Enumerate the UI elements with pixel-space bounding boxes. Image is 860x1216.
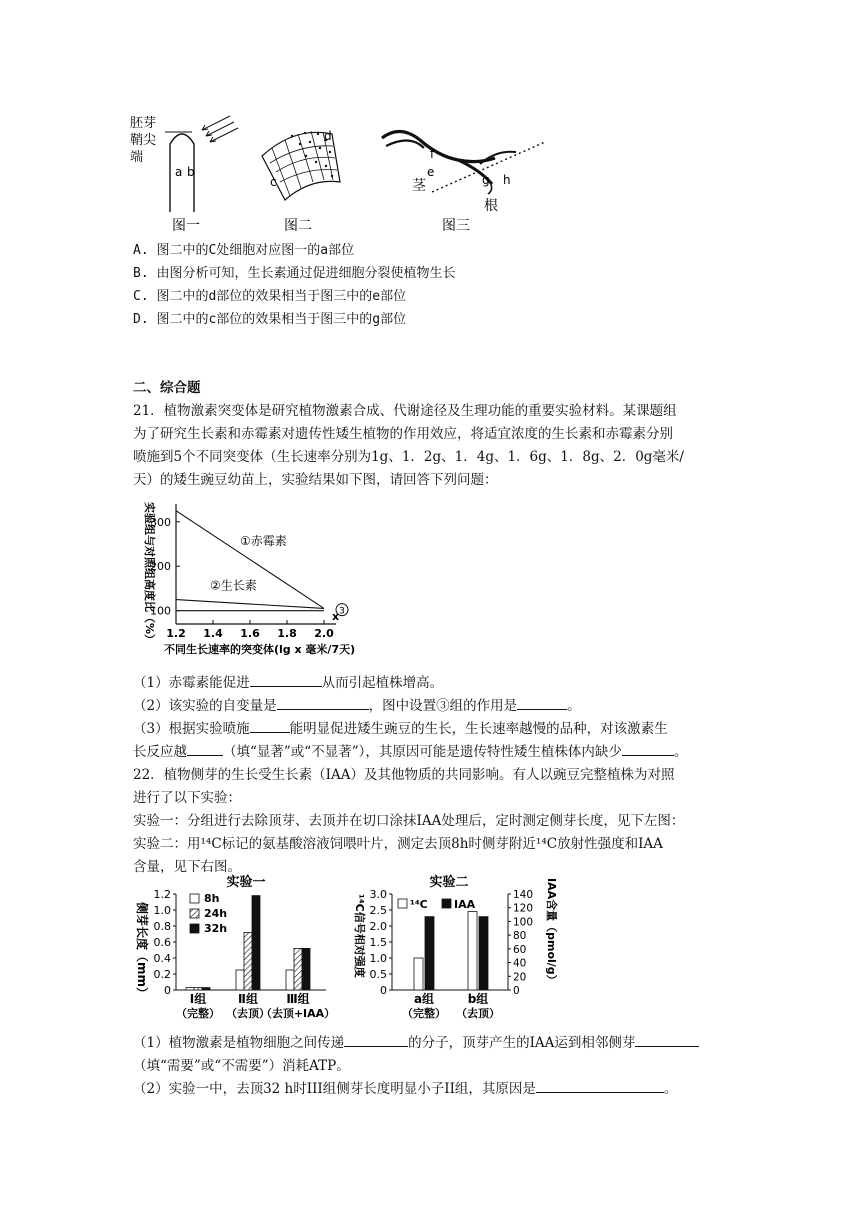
exp1-bar-g1-24h xyxy=(194,988,202,990)
q22-sub2-text-a: （2）实验一中，去顶32 h时III组侧芽长度明显小子II组，其原因是 xyxy=(133,1081,536,1097)
exp1-category-sub-2: （去顶） xyxy=(226,1007,270,1020)
q22-stem-line-4: 实验二：用¹⁴C标记的氨基酸溶液饲喂叶片，测定去顶8h时侧芽附近¹⁴C放射性强度和IAA xyxy=(133,836,663,852)
exp1-category-sub-1: （完整） xyxy=(176,1007,220,1020)
q22-stem-line-2: 进行了以下实验： xyxy=(133,790,241,806)
exp1-bar-g3-24h xyxy=(294,948,302,990)
q21-series-label-auxin: ②生长素 xyxy=(210,578,257,593)
exp1-category-2: Ⅱ组 xyxy=(238,992,258,1006)
exp1-bar-g2-32h xyxy=(252,896,260,990)
q21-sub3-text-d: （填“显著”或“不显著”），其原因可能是遗传特性矮生植株体内缺少 xyxy=(223,744,622,760)
exp2-ytick-right-0: 0 xyxy=(513,985,520,997)
fig2-label-c: c xyxy=(270,175,277,189)
exp2-ytick-right-60: 60 xyxy=(513,943,527,956)
exp1-ytick-0.6: 0.6 xyxy=(153,936,171,949)
q21-ytick-200: 200 xyxy=(150,560,171,574)
q21-stem-line-2: 为了研究生长素和赤霉素对遗传性矮生植物的作用效应，将适宜浓度的生长素和赤霉素分别 xyxy=(133,426,673,442)
exp2-ytick-left-0.5: 0.5 xyxy=(369,968,387,981)
exp2-bar-g2-s2 xyxy=(479,917,488,990)
exp2-title: 实验二 xyxy=(429,875,469,890)
q21-series-line-2 xyxy=(176,600,324,609)
exp1-legend-24h: 24h xyxy=(204,907,228,920)
exp1-bar-g3-32h xyxy=(302,948,310,990)
q21-sub2-text-a: （2）该实验的自变量是 xyxy=(133,698,277,714)
exp1-bar-g1-8h xyxy=(186,988,194,990)
q20-option-b: B. 由图分析可知，生长素通过促进细胞分裂使植物生长 xyxy=(133,266,456,281)
q22-sub1-text-a: （1）植物激素是植物细胞之间传递 xyxy=(133,1035,345,1051)
fig3-label-root: 根 xyxy=(484,198,498,214)
q21-sub1-text-b: 从而引起植株增高。 xyxy=(321,675,444,691)
exp2-legend-2: IAA xyxy=(454,898,476,911)
fig3-caption: 图三 xyxy=(442,218,470,234)
exp2-bar-g1-s2 xyxy=(425,917,434,990)
q22-sub1 xyxy=(133,1032,699,1054)
q21-sub2-text-b: ，图中设置③组的作用是 xyxy=(368,698,518,714)
exp2-ytick-left-2.5: 2.5 xyxy=(369,904,387,917)
q21-series-label-control: 3 xyxy=(339,606,345,617)
fig3-label-h: h xyxy=(503,173,511,187)
exp2-bar-g1-s1 xyxy=(414,958,423,990)
exp2-category-2: b组 xyxy=(467,992,489,1006)
q20-option-c: C. 图二中的d部位的效果相当于图三中的e部位 xyxy=(133,289,407,304)
fig1-coleoptile xyxy=(130,116,238,234)
q21-series-label-gibberellin: ①赤霉素 xyxy=(240,533,287,548)
q21-sub2 xyxy=(133,695,581,717)
exp1-category-3: Ⅲ组 xyxy=(286,992,310,1006)
exp2-ytick-left-1.0: 1.0 xyxy=(369,952,387,965)
q22-sub1-cont: （填“需要”或“不需要”）消耗ATP。 xyxy=(133,1058,350,1074)
q22-exp2-bar-chart xyxy=(352,872,562,1028)
exp1-bar-g2-24h xyxy=(244,932,252,990)
q21-sub2-text-c: 。 xyxy=(567,698,581,714)
q21-sub1-text-a: （1）赤霉素能促进 xyxy=(133,675,250,691)
q20-option-d: D. 图二中的c部位的效果相当于图三中的g部位 xyxy=(133,312,407,327)
fig2-label-d: d xyxy=(324,129,332,143)
q21-sub3-text-c: 长反应越 xyxy=(133,744,187,760)
fig1-tip-label-2: 鞘尖 xyxy=(130,133,157,148)
exp2-ytick-right-40: 40 xyxy=(513,957,527,970)
fig1-tip-label-3: 端 xyxy=(130,150,144,165)
q22-sub1-text-b: 的分子，顶芽产生的IAA运到相邻侧芽 xyxy=(408,1035,636,1051)
exp2-y-label-left: ¹⁴C信号相对强度 xyxy=(353,894,366,978)
exp2-category-sub-2: （去顶） xyxy=(456,1007,500,1020)
q22-stem-line-5: 含量，见下右图。 xyxy=(133,859,241,875)
q21-ytick-300: 300 xyxy=(150,515,171,529)
exp2-legend-swatch-1 xyxy=(398,899,407,908)
exp1-ytick-1.0: 1.0 xyxy=(153,904,171,917)
fig1-tip-label-1: 胚芽 xyxy=(130,116,157,131)
q22-sub2-blank[interactable] xyxy=(536,1078,664,1093)
q22-stem-line-3: 实验一：分组进行去除顶芽、去顶并在切口涂抹IAA处理后，定时测定侧芽长度，见下左图： xyxy=(133,813,685,829)
q21-sub3-text-a: （3）根据实验喷施 xyxy=(133,721,250,737)
q21-sub2-blank-1[interactable] xyxy=(277,695,369,710)
q21-xtick-1.2: 1.2 xyxy=(166,627,186,640)
exp1-legend-32h: 32h xyxy=(204,922,228,935)
section-title: 二、综合题 xyxy=(133,380,201,396)
exp1-title: 实验一 xyxy=(226,875,266,890)
exp2-legend-swatch-2 xyxy=(442,899,451,908)
exp1-category-sub-3: （去顶+IAA） xyxy=(260,1007,336,1020)
exp2-ytick-left-0: 0 xyxy=(380,984,387,997)
q21-sub1-blank[interactable] xyxy=(250,672,322,687)
fig3-label-stem: 茎 xyxy=(412,178,426,194)
q21-line-chart xyxy=(128,494,368,666)
q21-sub2-blank-2[interactable] xyxy=(517,695,567,710)
q22-stem-line-1: 22．植物侧芽的生长受生长素（IAA）及其他物质的共同影响。有人以豌豆完整植株为对照 xyxy=(133,767,675,783)
exp1-bar-g1-32h xyxy=(202,988,210,990)
q21-series-line-1 xyxy=(176,511,324,609)
fig3-label-f: f xyxy=(430,147,435,161)
exp2-y-label-right: IAA含量（pmol/g） xyxy=(545,878,558,986)
q21-stem-line-3: 喷施到5个不同突变体（生长速率分别为1g、1．2g、1．4g、1．6g、1．8g、2．0g毫米/ xyxy=(133,449,684,465)
q22-exp1-bar-chart xyxy=(128,872,353,1028)
q21-sub3-blank-3[interactable] xyxy=(622,741,674,756)
q20-figure xyxy=(120,112,560,237)
q21-stem-line-1: 21．植物激素突变体是研究植物激素合成、代谢途径及生理功能的重要实验材料。某课题组 xyxy=(133,403,677,419)
exp1-bar-g2-8h xyxy=(236,970,244,990)
q21-xtick-1.4: 1.4 xyxy=(203,627,223,640)
q21-xtick-2.0: 2.0 xyxy=(314,627,334,640)
q21-sub3-blank-2[interactable] xyxy=(187,741,223,756)
exp1-ytick-0.2: 0.2 xyxy=(153,968,171,981)
q21-sub3 xyxy=(133,718,668,740)
exp1-category-1: Ⅰ组 xyxy=(189,992,207,1006)
exp1-legend-8h: 8h xyxy=(204,892,220,905)
exp1-ytick-0: 0 xyxy=(164,984,171,997)
exp2-ytick-left-3.0: 3.0 xyxy=(369,888,387,901)
q21-x-axis-symbol: x xyxy=(332,610,340,623)
q21-xtick-1.8: 1.8 xyxy=(277,627,297,640)
exp1-ytick-0.4: 0.4 xyxy=(153,952,171,965)
exp2-ytick-left-2.0: 2.0 xyxy=(369,920,387,933)
q22-sub2-text-b: 。 xyxy=(663,1081,678,1097)
exp2-ytick-right-140: 140 xyxy=(513,889,534,901)
q21-sub3-cont xyxy=(133,741,687,763)
fig2-caption: 图二 xyxy=(284,218,312,234)
exp1-bar-g3-8h xyxy=(286,970,294,990)
fig3-seedling xyxy=(382,131,545,234)
exp2-ytick-left-1.5: 1.5 xyxy=(369,936,387,949)
exp2-legend-1: ¹⁴C xyxy=(410,898,428,911)
exp2-category-sub-1: （完整） xyxy=(402,1007,446,1020)
q21-sub3-blank-1[interactable] xyxy=(250,718,290,733)
q21-y-label: 实验组与对照组高度比（%） xyxy=(143,502,156,646)
q21-sub1 xyxy=(133,672,443,694)
fig3-label-g: g xyxy=(482,173,490,187)
q20-option-a: A. 图二中的C处细胞对应图一的a部位 xyxy=(133,243,355,258)
exp2-ytick-right-100: 100 xyxy=(513,916,534,929)
exp1-legend-swatch-32h xyxy=(190,924,199,933)
fig1-caption: 图一 xyxy=(172,218,200,234)
q21-xtick-1.6: 1.6 xyxy=(240,627,260,640)
exp2-ytick-right-20: 20 xyxy=(513,971,527,984)
fig1-label-b: b xyxy=(187,165,195,179)
exp2-category-1: a组 xyxy=(413,992,435,1006)
exp1-y-label: 侧芽长度（mm） xyxy=(135,902,149,1000)
fig1-label-a: a xyxy=(175,165,183,179)
exp1-legend-swatch-24h xyxy=(190,909,199,918)
q21-sub3-text-e: 。 xyxy=(673,744,688,760)
q21-sub3-text-b: 能明显促进矮生豌豆的生长，生长速率越慢的品种，对该激素生 xyxy=(289,721,668,737)
exp1-ytick-1.2: 1.2 xyxy=(153,888,171,901)
q21-x-label: 不同生长速率的突变体(lg x 毫米/7天) xyxy=(164,643,356,656)
exp1-ytick-0.8: 0.8 xyxy=(153,920,171,933)
exp2-ytick-right-80: 80 xyxy=(513,930,527,943)
fig2-cells xyxy=(262,129,340,234)
exp1-legend-swatch-8h xyxy=(190,894,199,903)
exp2-bar-g2-s1 xyxy=(468,912,477,990)
q22-sub1-blank-1[interactable] xyxy=(344,1032,408,1047)
q21-stem-line-4: 天）的矮生豌豆幼苗上，实验结果如下图，请回答下列问题： xyxy=(133,472,498,488)
q21-ytick-100: 100 xyxy=(150,604,171,618)
exp2-ytick-right-120: 120 xyxy=(513,902,534,915)
q22-sub1-blank-2[interactable] xyxy=(635,1032,699,1047)
fig3-label-e: e xyxy=(427,165,435,179)
q22-sub2 xyxy=(133,1078,677,1100)
